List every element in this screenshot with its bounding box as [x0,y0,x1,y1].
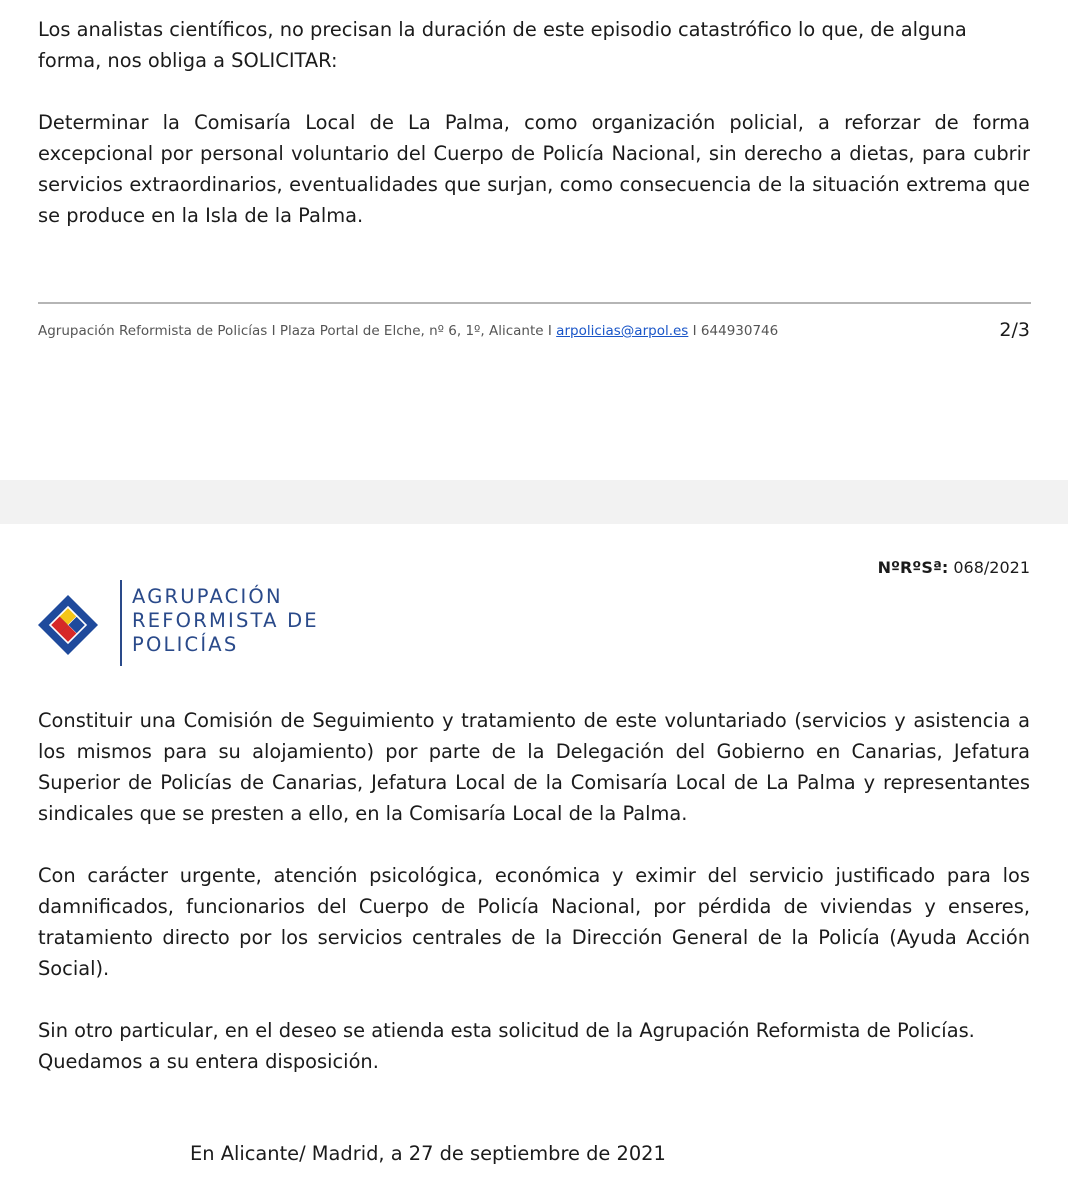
footer-email-link[interactable]: arpolicias@arpol.es [556,323,689,339]
paragraph-urgent-support: Con carácter urgente, atención psicológica, económica y eximir del servicio justificado para los damnificados, funcionarios del Cuerpo de Policía Nacional, por pérdida de viviendas y enseres, tratamiento directo por los servicios centrales de la Dirección General de la Policía (Ayuda Acción Social). [38,864,1030,980]
footer-separator: I [543,323,557,339]
logo-line: AGRUPACIÓN [132,585,283,608]
paragraph-closing: Sin otro particular, en el deseo se atienda esta solicitud de la Agrupación Reformista de Policías. Quedamos a su entera disposición. [38,1019,975,1073]
logo-wordmark [132,585,319,657]
footer-divider [38,302,1031,304]
place-and-date: En Alicante/ Madrid, a 27 de septiembre de 2021 [190,1142,666,1165]
page-number: 2/3 [999,319,1030,341]
logo-line: REFORMISTA DE [132,609,319,632]
logo-diamond-icon [38,595,98,655]
registry-reference-label: NºRºSª: [877,558,949,577]
footer-separator: I [267,323,280,339]
paragraph-request-reinforcement: Determinar la Comisaría Local de La Palma, como organización policial, a reforzar de forma excepcional por personal voluntario del Cuerpo de Policía Nacional, sin derecho a dietas, para cubrir servicios extraordinarios, eventualidades que surjan, como consecuencia de la situación extrema que se produce en la Isla de la Palma. [38,111,1030,227]
document-page-2 [0,0,1068,480]
logo-divider [120,580,122,666]
paragraph-analysts: Los analistas científicos, no precisan la duración de este episodio catastrófico lo que, de alguna forma, nos obliga a SOLICITAR: [38,18,967,72]
footer-organization: Agrupación Reformista de Policías [38,323,268,339]
footer-phone: 644930746 [700,323,779,339]
registry-reference-value: 068/2021 [948,558,1030,577]
logo-line: POLICÍAS [132,633,239,656]
page-gap [0,480,1068,524]
registry-reference [878,558,1030,578]
footer-address: Plaza Portal de Elche, nº 6, 1º, Alicante [279,323,544,339]
page-footer [38,322,938,340]
paragraph-commission: Constituir una Comisión de Seguimiento y tratamiento de este voluntariado (servicios y asistencia a los mismos para su alojamiento) por parte de la Delegación del Gobierno en Canarias, Jefatura Superior de Policías de Canarias, Jefatura Local de la Comisaría Local de La Palma y representantes sindicales que se presten a ello, en la Comisaría Local de la Palma. [38,709,1030,825]
document-page-3 [0,524,1068,1200]
footer-separator: I [688,323,701,339]
